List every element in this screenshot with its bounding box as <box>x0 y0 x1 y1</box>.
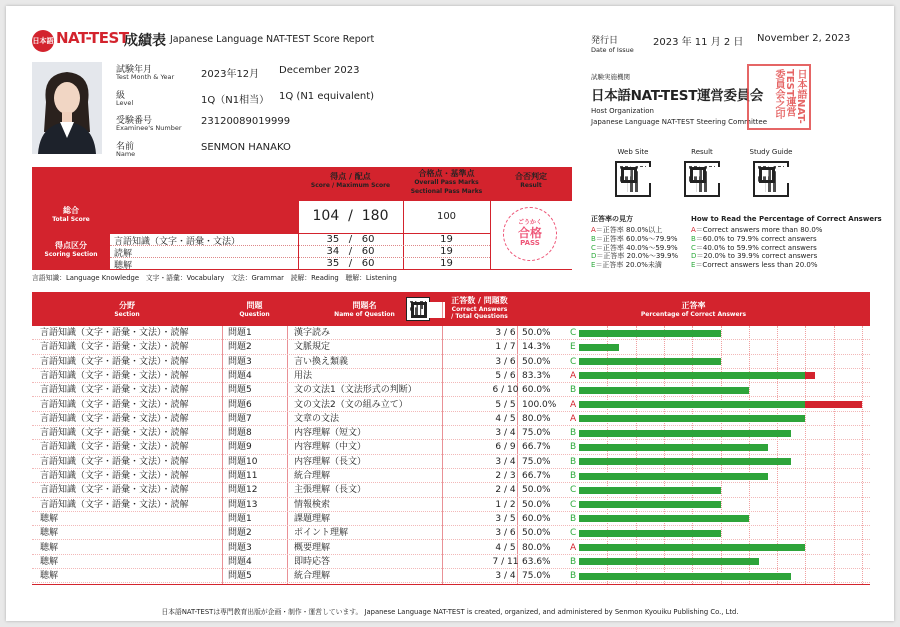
qr-code-icon[interactable] <box>684 161 720 197</box>
row-correct: 3 / 4 <box>495 571 516 582</box>
percentage-bar <box>579 444 768 451</box>
qr-label: Web Site <box>617 148 649 156</box>
table-row <box>32 398 870 412</box>
row-correct: 1 / 7 <box>495 342 516 353</box>
score-row-score: 35 / 60 <box>326 234 375 245</box>
pass-header-label: 合格点・基準点 Overall Pass Marks Sectional Pass Marks <box>410 169 483 195</box>
official-seal: 日本語NAT-TEST運営委員会之印 <box>747 64 811 130</box>
row-grade: B <box>570 513 577 524</box>
legend-item-en: D＝20.0% to 39.9% correct answers <box>691 252 818 261</box>
row-correct: 3 / 6 <box>495 356 516 367</box>
row-question: 問題2 <box>228 342 252 353</box>
percentage-bar <box>579 473 768 480</box>
row-percentage: 100.0% <box>522 399 557 410</box>
score-header-label: 得点 / 配点 Score / Maximum Score <box>310 172 391 189</box>
percentage-bar <box>579 372 805 379</box>
row-grade: A <box>570 370 577 381</box>
field-label-en: Level <box>116 99 134 107</box>
score-row-score: 35 / 60 <box>326 258 375 269</box>
qr-code-icon[interactable] <box>406 297 430 321</box>
row-question: 問題3 <box>228 542 252 553</box>
percentage-bar <box>579 530 721 537</box>
row-section: 聴解 <box>40 542 59 553</box>
row-grade: E <box>570 342 576 353</box>
row-name: 課題理解 <box>294 513 331 524</box>
row-name: 文脈規定 <box>294 342 331 353</box>
score-report <box>6 6 894 621</box>
col-correct: 正答数 / 問題数 Correct Answers / Total Questions <box>451 296 508 320</box>
percentage-bar <box>579 387 749 394</box>
row-correct: 1 / 2 <box>495 499 516 510</box>
pass-stamp: ごうかく 合格 PASS <box>503 207 557 261</box>
row-grade: B <box>570 428 577 439</box>
field-value-en: 1Q (N1 equivalent) <box>279 91 375 102</box>
row-section: 言語知識（文字・語彙・文法）・読解 <box>40 342 189 353</box>
row-section: 言語知識（文字・語彙・文法）・読解 <box>40 471 189 481</box>
percentage-bar-excess <box>805 401 862 408</box>
score-row-pass: 19 <box>440 246 453 257</box>
row-percentage: 66.7% <box>522 442 551 453</box>
row-question: 問題5 <box>228 571 252 582</box>
row-percentage: 80.0% <box>522 542 551 553</box>
abbreviation-note: 言語知識：Language Knowledge 文字・語彙：Vocabulary 文法：Grammar 読解：Reading 聴解：Listening <box>32 274 397 282</box>
legend-item-en: C＝40.0% to 59.9% correct answers <box>691 243 817 252</box>
org-label: 試験実施機関 <box>591 73 630 81</box>
percentage-bar <box>579 330 721 337</box>
row-question: 問題8 <box>228 428 252 439</box>
row-question: 問題1 <box>228 328 252 338</box>
row-section: 言語知識（文字・語彙・文法）・読解 <box>40 485 189 496</box>
row-correct: 6 / 10 <box>492 385 519 396</box>
row-name: 内容理解（長文） <box>294 456 367 467</box>
total-score: 104 / 180 <box>312 208 389 224</box>
score-row-name: 読解 <box>114 249 133 259</box>
table-row <box>32 469 870 483</box>
table-row <box>32 355 870 369</box>
legend-item: D＝正答率 20.0%〜39.9% <box>591 252 679 261</box>
table-row <box>32 440 870 454</box>
table-row <box>32 569 870 583</box>
org-name: 日本語NAT-TEST運営委員会 <box>591 88 764 104</box>
row-name: 言い換え類義 <box>294 356 349 367</box>
table-row <box>32 412 870 426</box>
score-row-name: 言語知識（文字・語彙・文法） <box>114 237 241 247</box>
legend-title-en: How to Read the Percentage of Correct Answers <box>691 215 882 223</box>
qr-code-icon[interactable] <box>753 161 789 197</box>
field-value-en: December 2023 <box>279 65 360 76</box>
row-grade: A <box>570 542 577 553</box>
legend-title-jp: 正答率の見方 <box>591 215 633 223</box>
section-label: 得点区分 Scoring Section <box>44 241 98 258</box>
field-label-en: Name <box>116 150 136 158</box>
examinee-photo <box>32 62 102 154</box>
row-correct: 3 / 4 <box>495 428 516 439</box>
row-correct: 2 / 4 <box>495 485 516 496</box>
col-section: 分野 Section <box>114 301 140 318</box>
host-name: Japanese Language NAT-TEST Steering Committee <box>591 118 768 126</box>
row-percentage: 60.0% <box>522 513 551 524</box>
percentage-bar <box>579 558 759 565</box>
field-label: 試験年月 <box>116 65 153 75</box>
row-grade: C <box>570 485 577 496</box>
row-name: 統合理解 <box>294 471 331 481</box>
row-correct: 5 / 5 <box>495 399 516 410</box>
legend-item-en: B＝60.0% to 79.9% correct answers <box>691 234 817 243</box>
total-label: 総合 Total Score <box>52 206 90 223</box>
issue-label-en: Date of Issue <box>591 46 634 54</box>
percentage-bar <box>579 344 619 351</box>
row-question: 問題6 <box>228 399 252 410</box>
issue-label: 発行日 <box>591 36 619 46</box>
table-row <box>32 555 870 569</box>
detail-header <box>32 292 870 326</box>
footer-note: 日本語NAT-TESTは専門教育出版が企画・制作・運営しています。 Japanese Language NAT-TEST is created, organized, and administered by Senmon Kyouiku Publishing Co., Ltd. <box>161 608 739 616</box>
percentage-bar <box>579 573 791 580</box>
field-value: 23120089019999 <box>201 116 291 127</box>
percentage-bar <box>579 401 805 408</box>
row-percentage: 75.0% <box>522 428 551 439</box>
row-section: 聴解 <box>40 513 59 524</box>
row-percentage: 63.6% <box>522 556 551 567</box>
score-row-score: 34 / 60 <box>326 246 375 257</box>
row-question: 問題2 <box>228 528 252 539</box>
qr-code-icon[interactable] <box>615 161 651 197</box>
table-row <box>32 483 870 497</box>
col-percentage: 正答率 Percentage of Correct Answers <box>640 301 747 318</box>
row-section: 聴解 <box>40 571 59 582</box>
percentage-bar-excess <box>805 372 814 379</box>
legend-item-en: A＝Correct answers more than 80.0% <box>691 226 823 234</box>
legend-item: B＝正答率 60.0%〜79.9% <box>591 234 678 243</box>
table-row <box>32 526 870 540</box>
row-section: 言語知識（文字・語彙・文法）・読解 <box>40 328 189 338</box>
field-value: 1Q（N1相当） <box>201 95 270 106</box>
legend-item-en: E＝Correct answers less than 20.0% <box>691 261 818 270</box>
table-row <box>32 541 870 555</box>
row-section: 言語知識（文字・語彙・文法）・読解 <box>40 356 189 367</box>
issue-date-en: November 2, 2023 <box>757 33 851 44</box>
row-percentage: 50.0% <box>522 356 551 367</box>
row-question: 問題10 <box>228 456 258 467</box>
logo: NAT-TEST <box>56 29 129 47</box>
row-question: 問題13 <box>228 499 258 510</box>
row-correct: 2 / 3 <box>495 471 516 481</box>
row-name: 即時応答 <box>294 556 331 567</box>
row-correct: 3 / 6 <box>495 328 516 338</box>
row-percentage: 75.0% <box>522 456 551 467</box>
row-question: 問題5 <box>228 385 252 396</box>
table-row <box>32 498 870 512</box>
row-grade: B <box>570 556 577 567</box>
row-name: ポイント理解 <box>294 528 349 539</box>
field-value: SENMON HANAKO <box>201 142 291 153</box>
score-row-pass: 19 <box>440 258 453 269</box>
row-percentage: 75.0% <box>522 571 551 582</box>
percentage-bar <box>579 544 805 551</box>
table-row <box>32 369 870 383</box>
row-correct: 5 / 6 <box>495 370 516 381</box>
row-section: 言語知識（文字・語彙・文法）・読解 <box>40 456 189 467</box>
row-name: 主張理解（長文） <box>294 485 367 496</box>
qr-label: Result <box>691 148 713 156</box>
field-label-en: Examinee's Number <box>116 124 182 132</box>
col-question: 問題 Question <box>239 301 270 318</box>
col-name: 問題名 Name of Question <box>334 301 395 318</box>
row-correct: 3 / 4 <box>495 456 516 467</box>
row-name: 文の文法1（文法形式の判断） <box>294 385 417 396</box>
row-section: 言語知識（文字・語彙・文法）・読解 <box>40 413 189 424</box>
row-correct: 3 / 5 <box>495 513 516 524</box>
row-section: 言語知識（文字・語彙・文法）・読解 <box>40 385 189 396</box>
logo-mark: 日本語 <box>32 30 54 52</box>
qr-label: Study Guide <box>749 148 793 156</box>
row-percentage: 50.0% <box>522 328 551 338</box>
row-correct: 4 / 5 <box>495 542 516 553</box>
row-section: 聴解 <box>40 528 59 539</box>
row-grade: C <box>570 528 577 539</box>
legend-item: E＝正答率 20.0%未満 <box>591 261 662 270</box>
row-percentage: 83.3% <box>522 370 551 381</box>
percentage-bar <box>579 415 805 422</box>
row-grade: B <box>570 385 577 396</box>
field-label: 受験番号 <box>116 116 153 126</box>
row-correct: 6 / 9 <box>495 442 516 453</box>
row-name: 概要理解 <box>294 542 331 553</box>
row-section: 言語知識（文字・語彙・文法）・読解 <box>40 370 189 381</box>
row-grade: C <box>570 499 577 510</box>
row-question: 問題12 <box>228 485 258 496</box>
legend-item: C＝正答率 40.0%〜59.9% <box>591 243 678 252</box>
row-section: 聴解 <box>40 556 59 567</box>
row-question: 問題7 <box>228 413 252 424</box>
row-question: 問題3 <box>228 356 252 367</box>
row-section: 言語知識（文字・語彙・文法）・読解 <box>40 428 189 439</box>
row-correct: 3 / 6 <box>495 528 516 539</box>
row-question: 問題11 <box>228 471 258 481</box>
row-name: 漢字読み <box>294 328 331 338</box>
row-grade: B <box>570 471 577 481</box>
percentage-bar <box>579 487 721 494</box>
row-percentage: 50.0% <box>522 485 551 496</box>
row-grade: C <box>570 328 577 338</box>
row-name: 内容理解（中文） <box>294 442 367 453</box>
host-label: Host Organization <box>591 107 654 115</box>
row-name: 文章の文法 <box>294 413 340 424</box>
field-label-en: Test Month & Year <box>116 73 175 81</box>
row-grade: A <box>570 413 577 424</box>
percentage-bar <box>579 501 721 508</box>
row-grade: B <box>570 442 577 453</box>
table-row <box>32 455 870 469</box>
row-question: 問題4 <box>228 556 252 567</box>
legend-item: A＝正答率 80.0%以上 <box>591 226 663 234</box>
percentage-bar <box>579 515 749 522</box>
table-row <box>32 326 870 340</box>
row-percentage: 80.0% <box>522 413 551 424</box>
table-row <box>32 340 870 354</box>
percentage-bar <box>579 430 791 437</box>
row-name: 情報検索 <box>294 499 331 510</box>
table-row <box>32 512 870 526</box>
percentage-bar <box>579 458 791 465</box>
row-percentage: 60.0% <box>522 385 551 396</box>
row-question: 問題9 <box>228 442 252 453</box>
issue-date: 2023 年 11 月 2 日 <box>653 37 744 48</box>
table-row <box>32 383 870 397</box>
row-grade: B <box>570 456 577 467</box>
field-value: 2023年12月 <box>201 69 260 80</box>
score-row-name: 聴解 <box>114 261 133 271</box>
percentage-bar <box>579 358 721 365</box>
row-percentage: 66.7% <box>522 471 551 481</box>
row-percentage: 50.0% <box>522 499 551 510</box>
row-correct: 4 / 5 <box>495 413 516 424</box>
row-section: 言語知識（文字・語彙・文法）・読解 <box>40 499 189 510</box>
row-correct: 7 / 11 <box>492 556 519 567</box>
table-row <box>32 426 870 440</box>
title-jp: 成績表 <box>124 33 166 49</box>
title-en: Japanese Language NAT-TEST Score Report <box>170 34 375 45</box>
row-name: 用法 <box>294 370 313 381</box>
row-section: 言語知識（文字・語彙・文法）・読解 <box>40 442 189 453</box>
row-grade: A <box>570 399 577 410</box>
row-section: 言語知識（文字・語彙・文法）・読解 <box>40 399 189 410</box>
row-question: 問題1 <box>228 513 252 524</box>
row-grade: B <box>570 571 577 582</box>
field-label: 級 <box>116 91 126 101</box>
row-question: 問題4 <box>228 370 252 381</box>
row-name: 統合理解 <box>294 571 331 582</box>
total-pass-mark: 100 <box>436 211 457 222</box>
result-header-label: 合否判定 Result <box>515 172 547 189</box>
row-name: 文の文法2（文の組み立て） <box>294 399 408 410</box>
row-percentage: 50.0% <box>522 528 551 539</box>
row-percentage: 14.3% <box>522 342 551 353</box>
score-row-pass: 19 <box>440 234 453 245</box>
row-name: 内容理解（短文） <box>294 428 367 439</box>
row-grade: C <box>570 356 577 367</box>
field-label: 名前 <box>116 142 135 152</box>
